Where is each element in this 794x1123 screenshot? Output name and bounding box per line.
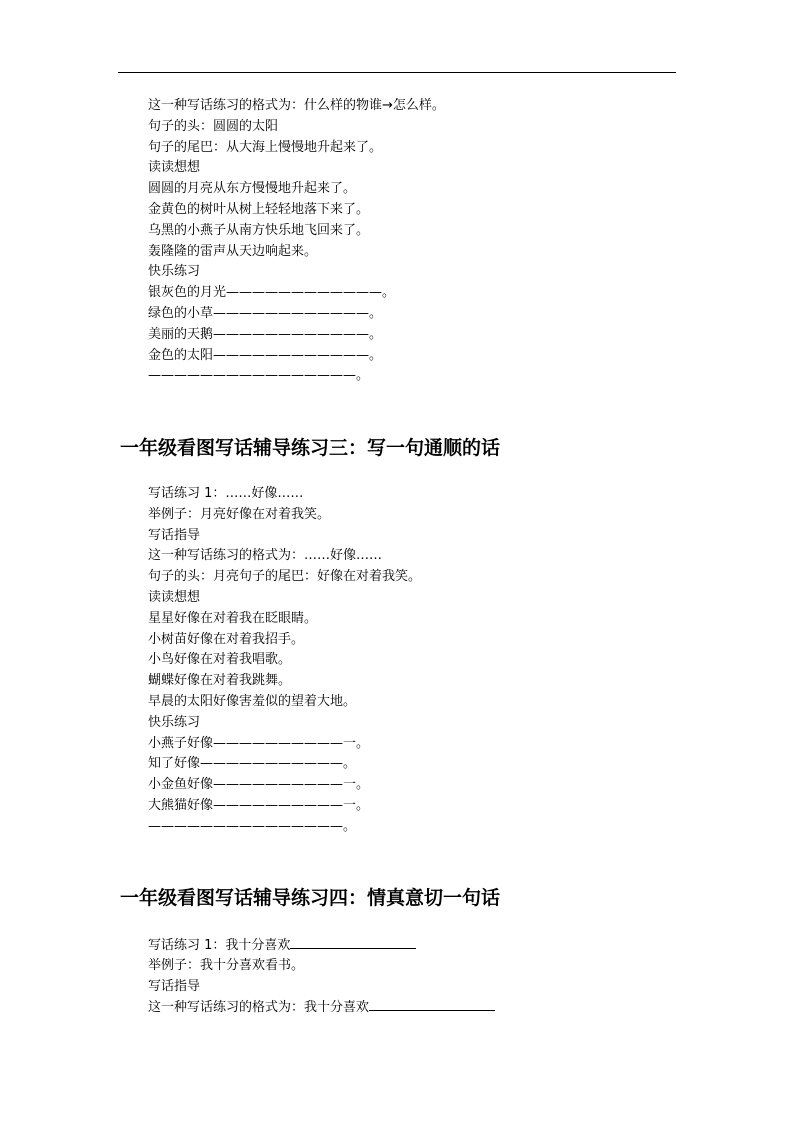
text-line: 星星好像在对着我在眨眼睛。 — [148, 610, 318, 626]
text-line: 句子的尾巴：从大海上慢慢地升起来了。 — [148, 139, 383, 155]
text-line: 举例子：我十分喜欢看书。 — [148, 957, 305, 973]
text-line: 大熊猫好像——————————一。 — [148, 797, 370, 813]
text-line: 写话练习 1：……好像…… — [148, 486, 304, 501]
text-line: 读读想想 — [148, 589, 201, 605]
text-line: 乌黑的小燕子从南方快乐地飞回来了。 — [148, 222, 370, 238]
text-line: 句子的头：圆圆的太阳 — [148, 118, 279, 134]
text-line: 金黄色的树叶从树上轻轻地落下来了。 — [148, 201, 370, 217]
text-line: 早晨的太阳好像害羞似的望着大地。 — [148, 693, 357, 709]
text-line: 圆圆的月亮从东方慢慢地升起来了。 — [148, 181, 357, 197]
section3-content — [148, 484, 708, 838]
text-line: 小燕子好像——————————一。 — [148, 735, 370, 751]
text-line — [148, 935, 708, 956]
text-line: 蝴蝶好像在对着我跳舞。 — [148, 673, 292, 689]
text-line — [148, 997, 708, 1018]
exercise-label: 写话练习 1：我十分喜欢 — [148, 938, 291, 953]
text-line: 快乐练习 — [148, 714, 201, 730]
fill-in-blank[interactable] — [290, 935, 416, 949]
header-rule — [118, 72, 676, 73]
format-label: 这一种写话练习的格式为：我十分喜欢 — [148, 1000, 370, 1016]
text-line: 金色的太阳————————————。 — [148, 347, 383, 363]
fill-in-blank[interactable] — [369, 997, 495, 1011]
text-line: 小树苗好像在对着我招手。 — [148, 631, 305, 647]
text-line: 这一种写话练习的格式为：……好像…… — [148, 548, 383, 564]
section3-title: 一年级看图写话辅导练习三：写一句通顺的话 — [120, 437, 501, 459]
section4-content — [148, 935, 708, 1018]
text-line: 读读想想 — [148, 160, 201, 176]
section2-tail-content — [148, 96, 708, 387]
text-line: 轰隆隆的雷声从天边响起来。 — [148, 243, 318, 259]
text-line: ———————————————。 — [148, 818, 357, 834]
text-line: 小鸟好像在对着我唱歌。 — [148, 652, 292, 668]
text-line: ————————————————。 — [148, 368, 370, 384]
text-line: 快乐练习 — [148, 264, 201, 280]
text-line: 举例子：月亮好像在对着我笑。 — [148, 506, 331, 522]
text-line: 美丽的天鹅————————————。 — [148, 326, 383, 342]
text-line: 小金鱼好像——————————一。 — [148, 777, 370, 793]
text-line: 银灰色的月光————————————。 — [148, 285, 396, 301]
text-line: 写话指导 — [148, 527, 201, 543]
text-line: 这一种写话练习的格式为：什么样的物谁→怎么样。 — [148, 98, 445, 113]
text-line: 绿色的小草————————————。 — [148, 305, 383, 321]
text-line: 写话指导 — [148, 978, 201, 994]
text-line: 句子的头：月亮句子的尾巴：好像在对着我笑。 — [148, 569, 422, 585]
text-line: 知了好像———————————。 — [148, 756, 357, 772]
section4-title: 一年级看图写话辅导练习四：情真意切一句话 — [120, 887, 501, 909]
